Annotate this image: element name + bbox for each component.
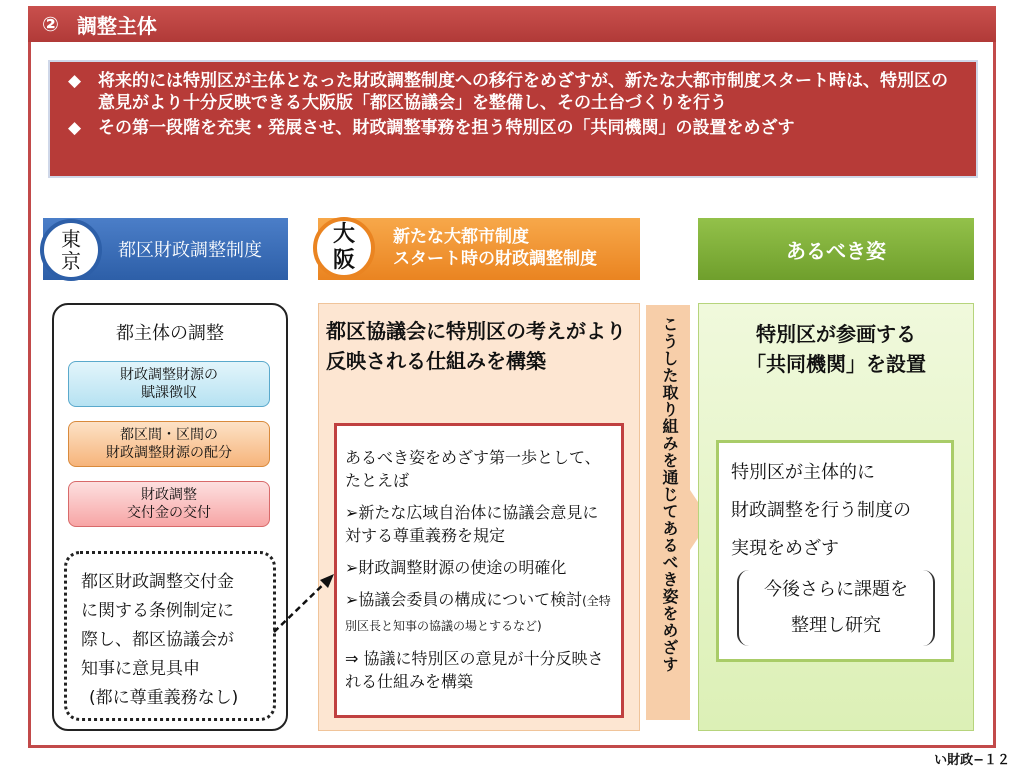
pill-line: 都区間・区間の [120,427,218,443]
osaka-badge-char: 阪 [332,248,355,273]
osaka-badge-char: 大 [332,222,355,247]
tokyo-header-label: 都区財政調整制度 [118,240,262,261]
pill-line: 財政調整財源の配分 [106,445,232,461]
ideal-body-line: 特別区が主体的に [731,462,875,483]
note-line: に関する条例制定に [81,601,234,621]
osaka-point-note: (全特別区長と知事の協議の場とするなど) [345,594,611,633]
ideal-title-line: 特別区が参画する [756,322,916,346]
ideal-detail-box [716,440,954,662]
note-paren: (都に尊重義務なし) [89,688,239,708]
pill-line: 財政調整財源の [120,367,218,383]
summary-text: 将来的には特別区が主体となった財政調整制度への移行をめざすが、新たな大都市制度スタート時は、特別区の意見がより十分反映できる大阪版「都区協議会」を整備し、その土台づくりを行う [98,71,948,113]
dashed-arrow [274,578,330,632]
bracket-line: 今後さらに課題を [764,579,908,600]
tokyo-badge-char: 京 [61,249,81,273]
osaka-point: ➢新たな広域自治体に協議会意見に対する尊重義務を規定 [345,503,599,545]
tokyo-badge-char: 東 [61,227,81,251]
ideal-header-label: あるべき姿 [786,238,886,263]
tokyo-panel-title: 都主体の調整 [116,323,224,344]
note-line: 都区財政調整交付金 [81,572,234,592]
summary-text: その第一段階を充実・発展させ、財政調整事務を担う特別区の「共同機関」の設置をめざす [98,118,795,138]
ideal-bracket-note [737,570,935,646]
section-title: 調整主体 [76,13,157,38]
note-line: 知事に意見具申 [81,659,200,679]
osaka-header-line: スタート時の財政調整制度 [393,249,597,269]
arrow-caption: こうした取り組みを通じてあるべき姿をめざす [660,316,679,673]
pill-line: 賦課徴収 [141,385,197,401]
ideal-title-line: 「共同機関」を設置 [746,352,926,376]
ideal-panel-title [698,319,974,379]
osaka-intro: あるべき姿をめざす第一歩として、たとえば [345,448,601,490]
ideal-body-line: 財政調整を行う制度の [731,500,911,521]
diamond-bullet-icon: ◆ [68,118,82,138]
osaka-point-text: ➢協議会委員の構成について検討 [345,590,583,609]
dashed-arrow-head [320,574,334,588]
pill-line: 財政調整 [141,487,197,503]
osaka-header-line: 新たな大都市制度 [393,227,529,247]
note-line: 際し、都区協議会が [81,630,234,650]
osaka-point: ➢財政調整財源の使途の明確化 [345,558,567,577]
pill-line: 交付金の交付 [127,505,211,521]
section-number: ② [42,12,59,36]
page-number: い財政−１２ [934,753,1010,768]
diamond-bullet-icon: ◆ [68,71,82,91]
osaka-panel-title: 都区協議会に特別区の考えがより反映される仕組みを構築 [326,319,626,373]
osaka-conclusion: ⇒ 協議に特別区の意見が十分反映される仕組みを構築 [345,649,604,691]
bracket-line: 整理し研究 [791,615,881,636]
ideal-body-line: 実現をめざす [731,538,839,559]
